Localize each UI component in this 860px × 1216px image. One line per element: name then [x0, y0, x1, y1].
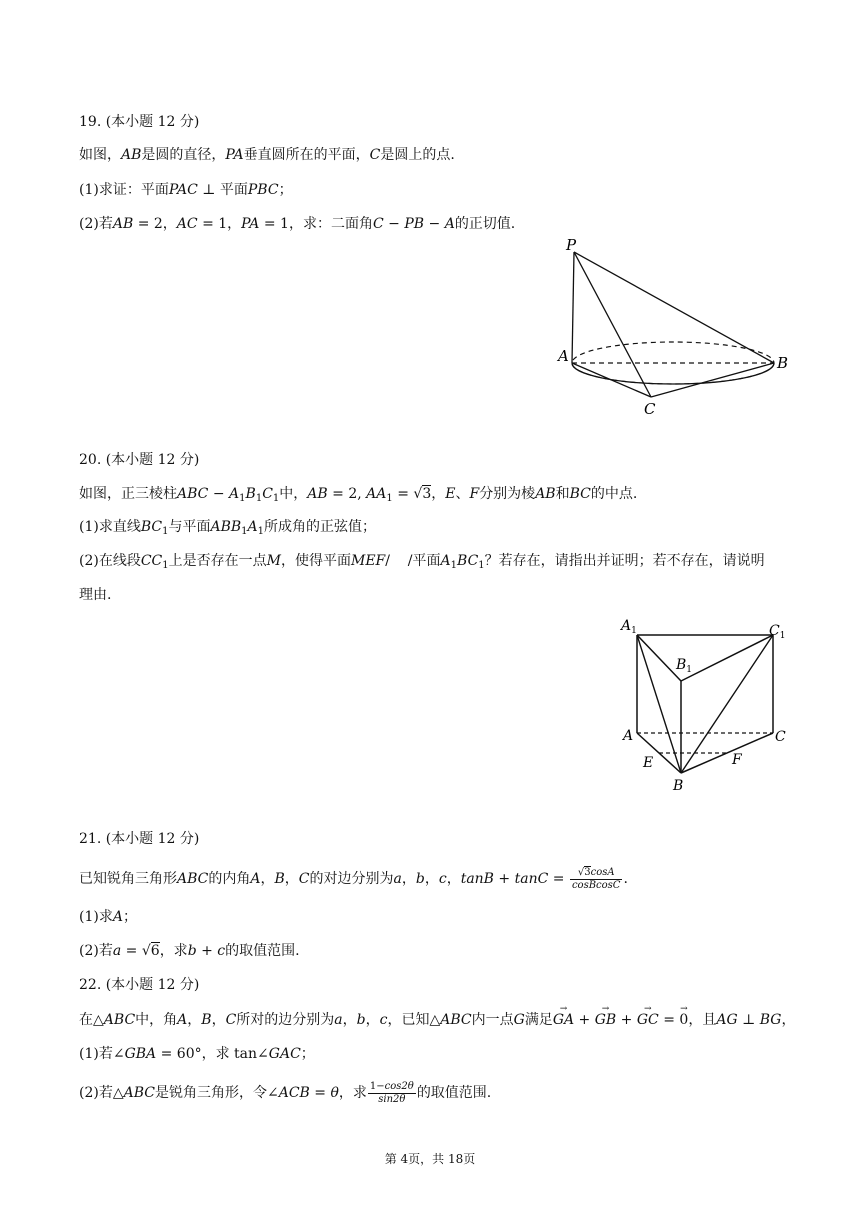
q20-header: 20. (本小题 12 分): [79, 452, 200, 468]
segment-BC: [651, 363, 774, 397]
label-A1: $A_1$: [621, 618, 637, 636]
label-F: F: [732, 752, 742, 768]
label-A: A: [558, 347, 569, 365]
q22-intro: 在△ABC中，角A，B，C所对的边分别为a，b，c，已知△ABC内一点G满足→ GA + → GB + → GC = → 0，且AG ⊥ BG，: [79, 1010, 795, 1030]
q22-part1: (1)若∠GBA = 60°，求 tan∠GAC；: [79, 1046, 315, 1062]
q21-intro: 已知锐角三角形ABC的内角A，B，C的对边分别为a，b，c，tanB + tanC = $\frac{√3\cos A}{\text{cosBcosC}}$ .: [79, 866, 628, 891]
q20-part1: (1)求直线$BC_1$与平面$ABB_1A_1$所成角的正弦值；: [79, 519, 377, 537]
label-B: B: [673, 778, 684, 794]
q21-part2: (2)若a = √6，求b + c的取值范围.: [79, 943, 300, 959]
label-B1: $B_1$: [676, 657, 693, 675]
segment-PA: [572, 252, 574, 363]
edge-B1C1: [681, 635, 773, 681]
q19-part1: (1)求证：平面PAC ⊥ 平面PBC；: [79, 182, 293, 198]
figure-q20: [615, 613, 795, 803]
q21-header: 21. (本小题 12 分): [79, 831, 200, 847]
label-C: C: [775, 729, 786, 745]
q20-part2: (2)在线段$CC_1$上是否存在一点M，使得平面MEF/ /平面$A_1BC_1$？若存在，请指出并证明；若不存在，请说明: [79, 553, 765, 571]
circle-bottom-arc: [572, 363, 774, 384]
q20-intro: 如图，正三棱柱ABC − $A_1B_1C_1$中，AB = 2, $AA_1 = √3$，E、F分别为棱AB和BC的中点.: [79, 486, 638, 504]
q19-part2: (2)若AB = 2，AC = 1，PA = 1，求：二面角C − PB − A的正切值.: [79, 216, 516, 232]
segment-AC: [572, 363, 651, 397]
q22-header: 22. (本小题 12 分): [79, 977, 200, 993]
label-E: E: [643, 755, 654, 771]
label-A: A: [623, 728, 634, 744]
figure-q19: [548, 232, 798, 422]
q19-intro: 如图，AB是圆的直径，PA垂直圆所在的平面，C是圆上的点.: [79, 147, 455, 163]
q20-part2-cont: 理由.: [79, 587, 112, 603]
q21-part1: (1)求A；: [79, 909, 137, 925]
page-footer: 第 4页，共 18页: [384, 1152, 476, 1166]
label-C1: $C_1$: [769, 623, 786, 641]
q19-header: 19. (本小题 12 分): [79, 114, 200, 130]
label-P: P: [566, 236, 577, 254]
label-B: B: [777, 354, 789, 372]
q22-part2: (2)若△ABC是锐角三角形，令∠ACB = θ，求 $\frac{1-\cos 2\theta}{\sin 2\theta}$ 的取值范围.: [79, 1080, 492, 1105]
label-C: C: [644, 400, 656, 418]
